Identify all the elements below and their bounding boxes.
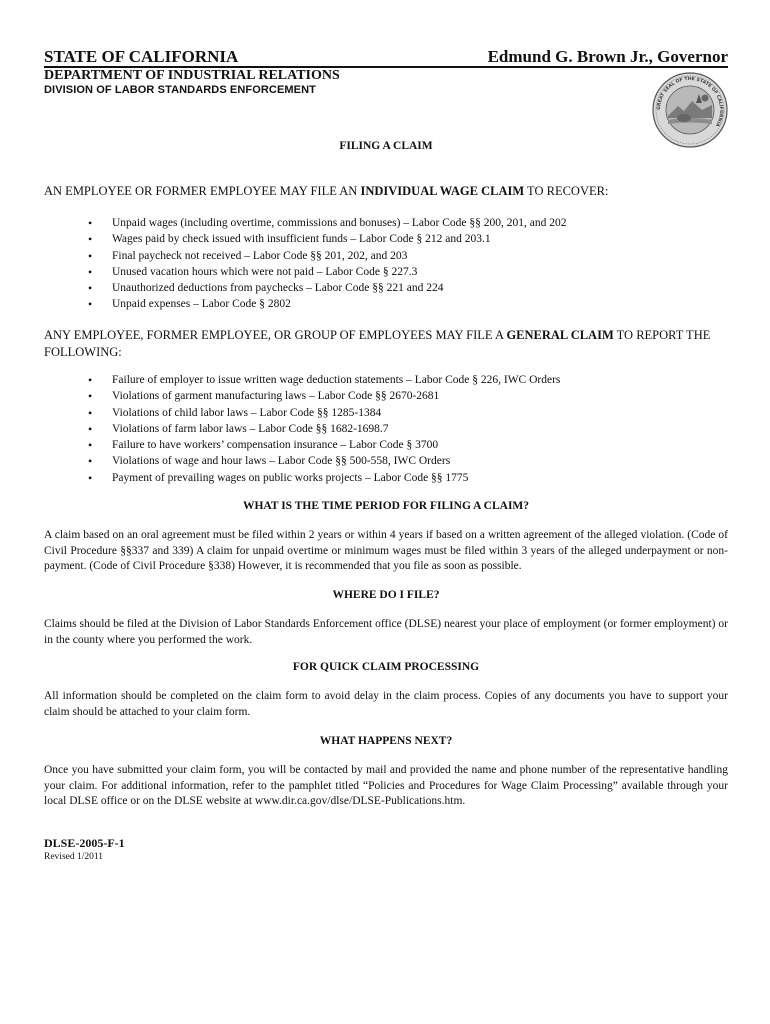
list-item: • Failure of employer to issue written wage deduction statements – Labor Code § 226, IWC Orders — [88, 372, 560, 388]
section-body-what-happens-next: Once you have submitted your claim form, you will be contacted by mail and provided the name and phone number of the representative handling your claim. For additional information, refer to the pamphlet titled “Policies and Procedures for Wage Claim Processing” available through your local DLSE office or on the DLSE website at www.dir.ca.gov/dlse/DLSE-Publications.htm. — [44, 764, 728, 808]
section-heading-where-to-file: WHERE DO I FILE? — [332, 589, 440, 601]
page-title: FILING A CLAIM — [339, 140, 433, 152]
individual-claim-intro — [44, 183, 728, 200]
division-name: DIVISION OF LABOR STANDARDS ENFORCEMENT — [44, 84, 316, 96]
list-item: • Failure to have workers’ compensation insurance – Labor Code § 3700 — [88, 437, 560, 453]
governor-name: Edmund G. Brown Jr., Governor — [487, 47, 728, 66]
section-heading-quick-processing: FOR QUICK CLAIM PROCESSING — [292, 661, 480, 673]
state-seal-icon — [652, 72, 728, 148]
list-item: • Unpaid wages (including overtime, commissions and bonuses) – Labor Code §§ 200, 201, and 202 — [88, 215, 567, 231]
list-item: • Unpaid expenses – Labor Code § 2802 — [88, 296, 567, 312]
state-name: STATE OF CALIFORNIA — [44, 47, 239, 66]
revision-date: Revised 1/2011 — [44, 852, 104, 862]
list-item: • Unauthorized deductions from paychecks – Labor Code §§ 221 and 224 — [88, 280, 567, 296]
letterhead-top — [44, 44, 728, 68]
list-item: • Violations of child labor laws – Labor Code §§ 1285-1384 — [88, 405, 560, 421]
form-number: DLSE-2005-F-1 — [44, 836, 125, 850]
list-item: • Violations of garment manufacturing laws – Labor Code §§ 2670-2681 — [88, 388, 560, 404]
list-item: • Wages paid by check issued with insufficient funds – Labor Code § 212 and 203.1 — [88, 231, 567, 247]
list-item: • Unused vacation hours which were not paid – Labor Code § 227.3 — [88, 264, 567, 280]
general-intro-end: TO REPORT THE FOLLOWING: — [44, 328, 711, 359]
general-intro-text: ANY EMPLOYEE, FORMER EMPLOYEE, OR GROUP OF EMPLOYEES MAY FILE A — [44, 328, 507, 342]
list-item: • Final paycheck not received – Labor Code §§ 201, 202, and 203 — [88, 248, 567, 264]
department-name: DEPARTMENT OF INDUSTRIAL RELATIONS — [44, 68, 340, 83]
section-body-quick-processing: All information should be completed on the claim form to avoid delay in the claim process. Copies of any documents you have to support your claim should be attached to your claim form. — [44, 690, 728, 718]
section-body-time-period: A claim based on an oral agreement must be filed within 2 years or within 4 years if based on a written agreement of the alleged violation. (Code of Civil Procedure §§337 and 339) A claim for unpaid overtime or minimum wages must be filed within 3 years of the alleged underpayment or non-payment. (Code of Civil Procedure §338) However, it is recommended that you file as soon as possible. — [44, 529, 728, 573]
individual-claim-list — [88, 215, 567, 313]
section-body-where-to-file: Claims should be filed at the Division of Labor Standards Enforcement office (DLSE) nearest your place of employment (or former employment) or in the county where you performed the work. — [44, 618, 728, 646]
individual-intro-end: TO RECOVER: — [524, 184, 609, 198]
individual-claim-term: INDIVIDUAL WAGE CLAIM — [360, 184, 525, 198]
general-claim-intro — [44, 327, 728, 361]
list-item: • Violations of farm labor laws – Labor Code §§ 1682-1698.7 — [88, 421, 560, 437]
list-item: • Payment of prevailing wages on public works projects – Labor Code §§ 1775 — [88, 470, 560, 486]
general-claim-list — [88, 372, 560, 486]
section-heading-what-happens-next: WHAT HAPPENS NEXT? — [319, 735, 453, 747]
general-claim-term: GENERAL CLAIM — [506, 328, 614, 342]
section-heading-time-period: WHAT IS THE TIME PERIOD FOR FILING A CLAIM? — [242, 500, 530, 512]
list-item: • Violations of wage and hour laws – Labor Code §§ 500-558, IWC Orders — [88, 453, 560, 469]
seal-lettering: GREAT SEAL OF THE STATE OF CALIFORNIA — [656, 76, 724, 128]
individual-intro-text: AN EMPLOYEE OR FORMER EMPLOYEE MAY FILE AN — [44, 184, 361, 198]
